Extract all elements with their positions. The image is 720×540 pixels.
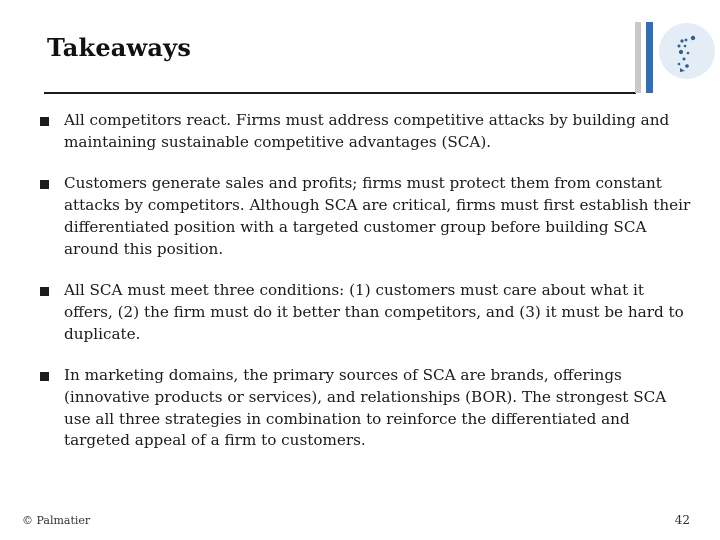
square-bullet-icon — [40, 180, 49, 189]
dotted-arrow-logo-icon — [658, 22, 716, 80]
slide-title: Takeaways — [47, 33, 192, 62]
square-bullet-icon — [40, 372, 49, 381]
bullet-item — [40, 280, 695, 345]
square-bullet-icon — [40, 287, 49, 296]
bullet-text: Customers generate sales and profits; firms must protect them from constant attacks by competitors. Although SCA are critical, firms must first establish their differentiated position with a targeted customer group before building SCA around this position. — [64, 174, 691, 258]
bullet-item — [40, 173, 695, 260]
page-number: 42 — [674, 513, 690, 527]
bullet-text: All SCA must meet three conditions: (1) customers must care about what it offers, (2) the firm must do it better than competitors, and (3) it must be hard to duplicate. — [64, 281, 684, 343]
bullet-text: All competitors react. Firms must address competitive attacks by building and maintaining sustainable competitive advantages (SCA). — [64, 111, 670, 151]
bullet-text: In marketing domains, the primary sources of SCA are brands, offerings (innovative products or services), and relationships (BOR). The strongest SCA use all three strategies in combination to reinforce the differentiated and targeted appeal of a firm to customers. — [64, 366, 667, 450]
accent-bar-blue — [646, 22, 653, 93]
square-bullet-icon — [40, 117, 49, 126]
title-underline — [44, 92, 636, 94]
copyright-footer: © Palmatier — [22, 514, 91, 527]
bullet-item — [40, 110, 695, 153]
accent-bar-gray — [635, 22, 641, 93]
bullet-list — [40, 110, 695, 472]
bullet-item — [40, 365, 695, 452]
